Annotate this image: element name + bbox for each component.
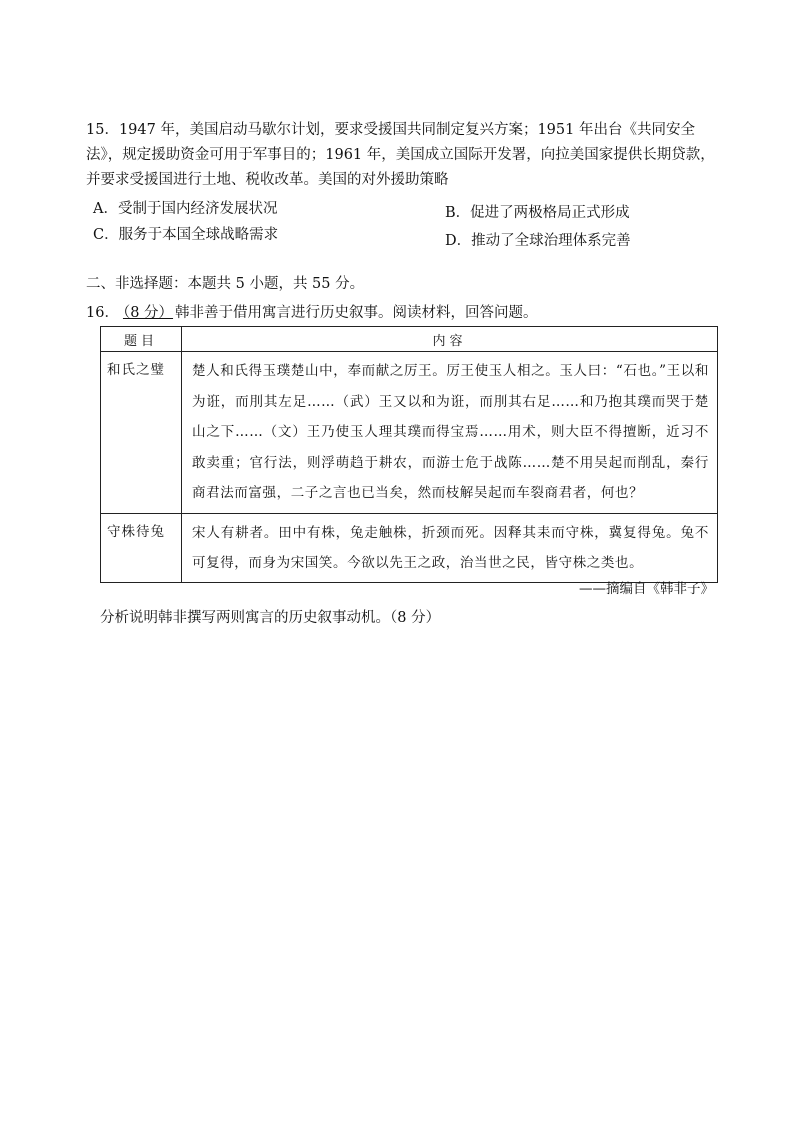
- option-c: C．服务于本国全球战略需求: [93, 227, 279, 243]
- table-row: [101, 352, 718, 514]
- material-table: [100, 326, 718, 583]
- table-header-content: 内容: [182, 327, 718, 352]
- option-b: B．促进了两极格局正式形成: [445, 205, 630, 221]
- question-16-prompt: 分析说明韩非撰写两则寓言的历史叙事动机。（8 分）: [100, 610, 441, 626]
- option-a: A．受制于国内经济发展状况: [93, 201, 278, 217]
- section-heading: 二、非选择题：本题共 5 小题，共 55 分。: [86, 276, 365, 292]
- row-title-shouzhudaitu: 守株待兔: [101, 513, 182, 582]
- table-row: [101, 513, 718, 582]
- row-content-shouzhudaitu: 宋人有耕者。田中有株，兔走触株，折颈而死。因释其耒而守株，冀复得兔。兔不可复得，而身为宋国笑。今欲以先王之政，治当世之民，皆守株之类也。: [182, 513, 718, 582]
- question-16-score: （8 分）: [122, 305, 174, 321]
- material-source: ——摘编自《韩非子》: [579, 581, 714, 597]
- option-d: D．推动了全球治理体系完善: [445, 233, 631, 249]
- question-15-stem: 15．1947 年，美国启动马歇尔计划，要求受援国共同制定复兴方案；1951 年出台《共同安全法》，规定援助资金可用于军事目的；1961 年，美国成立国际开发署，向拉美国家提供长期贷款，并要求受援国进行土地、税收改革。美国的对外援助策略: [86, 122, 715, 188]
- table-header-title: 题目: [101, 327, 182, 352]
- table-header-row: [101, 327, 718, 352]
- row-title-heshizhibi: 和氏之璧: [101, 352, 182, 514]
- question-16-header: [86, 301, 538, 322]
- question-16-intro: 韩非善于借用寓言进行历史叙事。阅读材料，回答问题。: [175, 305, 538, 321]
- question-15: [86, 118, 726, 193]
- question-16-number: 16．: [86, 305, 119, 321]
- row-content-heshizhibi: 楚人和氏得玉璞楚山中，奉而献之厉王。厉王使玉人相之。玉人曰：“石也。”王以和为诳，而刖其左足……（武）王又以和为诳，而刖其右足……和乃抱其璞而哭于楚山之下……（文）王乃使玉人理其璞而得宝焉……用术，则大臣不得擅断，近习不敢卖重；官行法，则浮萌趋于耕农，而游士危于战陈……楚不用吴起而削乱，秦行商君法而富强，二子之言也已当矣，然而枝解吴起而车裂商君者，何也？: [182, 352, 718, 514]
